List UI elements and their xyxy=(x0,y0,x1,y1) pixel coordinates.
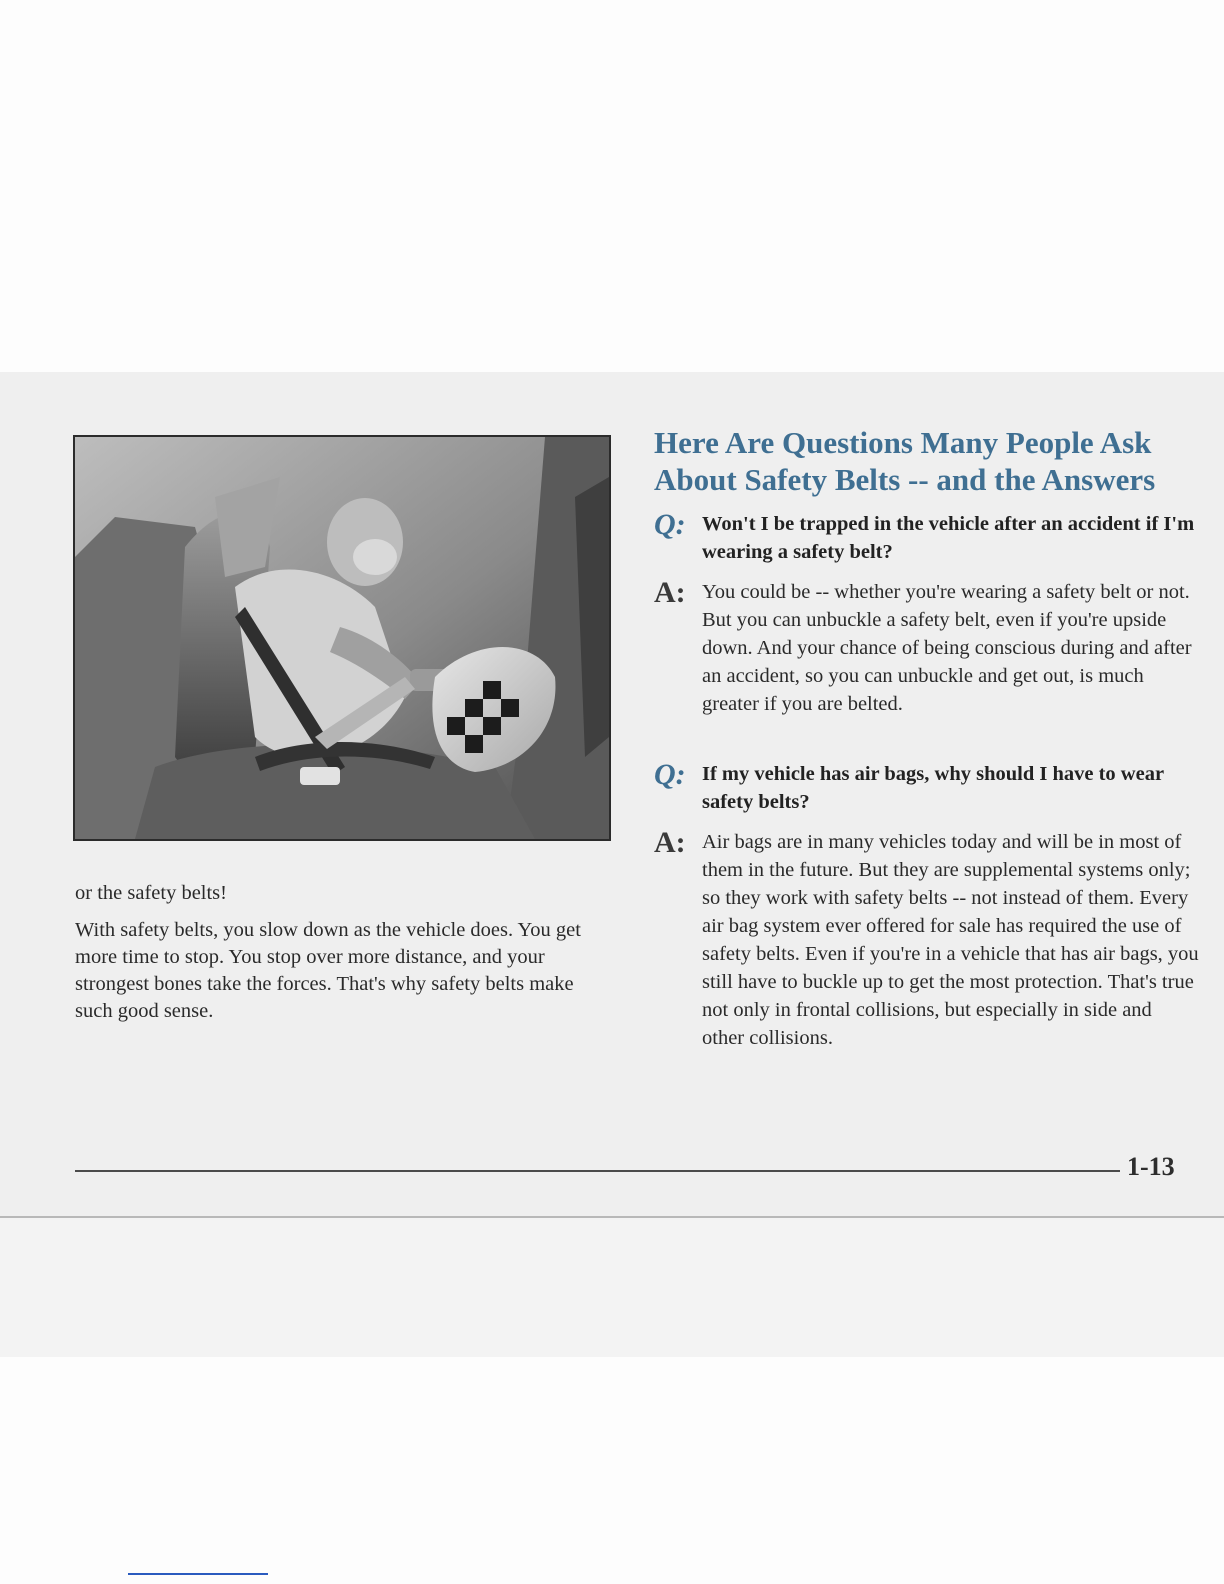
qa-question-2 xyxy=(654,760,1199,816)
question-text: Won't I be trapped in the vehicle after an accident if I'm wearing a safety belt? xyxy=(702,513,1195,563)
crash-test-dummy-photo xyxy=(73,435,611,841)
question-text: If my vehicle has air bags, why should I have to wear safety belts? xyxy=(702,763,1164,813)
qa-answer-1 xyxy=(654,578,1199,718)
answer-text: You could be -- whether you're wearing a safety belt or not. But you can unbuckle a safety belt, even if you're upside down. And your chance of being conscious during and after an accident, so you can unbuckle and get out, is much greater if you are belted. xyxy=(702,581,1192,715)
paragraph-continuation: or the safety belts! xyxy=(75,882,227,904)
a-marker: A: xyxy=(654,576,686,609)
qa-answer-2 xyxy=(654,828,1199,1052)
section-heading: Here Are Questions Many People Ask About Safety Belts -- and the Answers xyxy=(654,425,1156,497)
paragraph-safety-belt-benefits: With safety belts, you slow down as the vehicle does. You get more time to stop. You stop over more distance, and your strongest bones take the forces. That's why safety belts make such good sense. xyxy=(75,919,581,1022)
q-marker: Q: xyxy=(654,758,686,791)
scan-corner-mark xyxy=(128,1573,268,1575)
q-marker: Q: xyxy=(654,508,686,541)
footer-rule xyxy=(75,1170,1120,1172)
scan-lower-strip xyxy=(0,1218,1224,1357)
answer-text: Air bags are in many vehicles today and will be in most of them in the future. But they are supplemental systems only; so they work with safety belts -- not instead of them. Every air bag system ever offered for sale has required the use of safety belts. Even if you're in a vehicle that has air bags, you still have to buckle up to get the most protection. That's true not only in frontal collisions, but especially in side and other collisions. xyxy=(702,831,1199,1049)
a-marker: A: xyxy=(654,826,686,859)
left-column-text xyxy=(75,880,615,1035)
qa-question-1 xyxy=(654,510,1199,566)
page-number: 1-13 xyxy=(1127,1152,1175,1181)
